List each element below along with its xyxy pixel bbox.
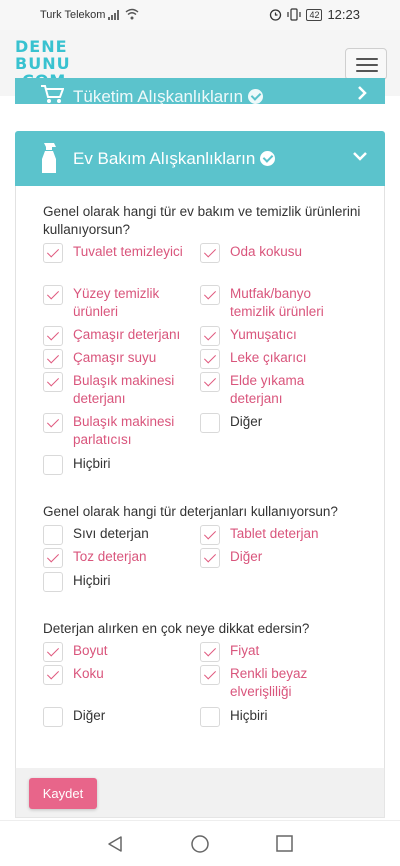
option-label: Tablet deterjan — [230, 526, 319, 541]
option-label: Bulaşık makinesi deterjanı — [73, 373, 175, 406]
checkbox[interactable] — [200, 372, 220, 392]
option-label: Elde yıkama deterjanı — [230, 373, 305, 406]
checkbox[interactable] — [200, 548, 220, 568]
status-bar — [0, 0, 400, 30]
option-label: Koku — [73, 666, 104, 681]
option-diger-1[interactable] — [200, 413, 355, 433]
option-yumusatici[interactable] — [200, 326, 355, 346]
option-tablet-deterjan[interactable] — [200, 525, 355, 545]
option-label: Diğer — [73, 708, 106, 723]
option-label: Sıvı deterjan — [73, 526, 149, 541]
section-title: Ev Bakım Alışkanlıkların — [73, 149, 256, 168]
option-yuzey-temizlik[interactable] — [43, 285, 198, 321]
wifi-icon — [125, 8, 139, 20]
checkbox[interactable] — [200, 285, 220, 305]
option-label: Boyut — [73, 643, 108, 658]
option-hicbiri-3[interactable] — [200, 707, 355, 727]
option-camasir-suyu[interactable] — [43, 349, 198, 369]
menu-bar-icon — [356, 70, 378, 72]
section-title: Tüketim Alışkanlıkların — [73, 87, 244, 104]
checkbox[interactable] — [43, 413, 63, 433]
checkbox[interactable] — [43, 326, 63, 346]
option-label: Çamaşır deterjanı — [73, 327, 181, 342]
option-label: Oda kokusu — [230, 244, 303, 259]
recents-icon[interactable] — [276, 835, 293, 852]
option-label: Diğer — [230, 549, 263, 564]
checkbox[interactable] — [200, 349, 220, 369]
checkbox[interactable] — [43, 525, 63, 545]
completed-check-icon — [248, 89, 263, 104]
checkbox[interactable] — [200, 665, 220, 685]
option-boyut[interactable] — [43, 642, 198, 662]
checkbox[interactable] — [43, 243, 63, 263]
signal-icon — [108, 9, 122, 20]
vibrate-icon — [287, 8, 301, 21]
hamburger-menu-button[interactable] — [345, 48, 387, 80]
logo-line-1: DENE — [15, 37, 68, 56]
option-label: Renkli beyaz elverişliliği — [230, 666, 308, 699]
option-leke-cikarici[interactable] — [200, 349, 355, 369]
carrier-name: Turk Telekom — [40, 9, 106, 21]
section-home-care-habits[interactable] — [15, 131, 385, 186]
spray-bottle-icon — [39, 141, 59, 175]
question-3-text: Deterjan alırken en çok neye dikkat edersin? — [43, 621, 310, 636]
chevron-right-icon — [357, 86, 367, 100]
option-label: Hiçbiri — [73, 456, 111, 471]
option-bulasik-parlatici[interactable] — [43, 413, 198, 449]
option-label: Çamaşır suyu — [73, 350, 157, 365]
option-mutfak-banyo[interactable] — [200, 285, 355, 321]
section-consumption-habits[interactable] — [15, 78, 385, 104]
option-label: Leke çıkarıcı — [230, 350, 307, 365]
checkbox[interactable] — [43, 349, 63, 369]
home-icon[interactable] — [191, 835, 209, 853]
back-icon[interactable] — [106, 835, 124, 853]
question-1-text: Genel olarak hangi tür ev bakım ve temizlik ürünlerini kullanıyorsun? — [43, 204, 361, 237]
option-diger-2[interactable] — [200, 548, 355, 568]
alarm-icon — [269, 8, 282, 21]
checkbox[interactable] — [200, 525, 220, 545]
logo-line-2: BUNU — [15, 54, 71, 73]
option-label: Hiçbiri — [230, 708, 268, 723]
option-label: Diğer — [230, 414, 263, 429]
option-label: Mutfak/banyo temizlik ürünleri — [230, 286, 324, 319]
menu-bar-icon — [356, 58, 378, 60]
option-elde-yikama[interactable] — [200, 372, 355, 408]
option-bulasik-makinesi-deterjani[interactable] — [43, 372, 198, 408]
option-diger-3[interactable] — [43, 707, 198, 727]
checkbox[interactable] — [43, 642, 63, 662]
option-label: Bulaşık makinesi parlatıcısı — [73, 414, 175, 447]
option-tuvalet-temizleyici[interactable] — [43, 243, 198, 263]
chevron-down-icon — [353, 151, 367, 161]
menu-bar-icon — [356, 64, 378, 66]
checkbox[interactable] — [200, 326, 220, 346]
checkbox[interactable] — [43, 285, 63, 305]
option-fiyat[interactable] — [200, 642, 355, 662]
checkbox[interactable] — [43, 372, 63, 392]
cart-icon — [40, 84, 64, 104]
battery-level: 42 — [306, 9, 322, 21]
option-label: Toz deterjan — [73, 549, 147, 564]
checkbox[interactable] — [43, 707, 63, 727]
checkbox[interactable] — [43, 455, 63, 475]
checkbox[interactable] — [43, 548, 63, 568]
option-oda-kokusu[interactable] — [200, 243, 355, 263]
option-label: Yumuşatıcı — [230, 327, 297, 342]
option-label: Tuvalet temizleyici — [73, 244, 183, 259]
option-renkli-beyaz[interactable] — [200, 665, 355, 701]
checkbox[interactable] — [43, 572, 63, 592]
option-toz-deterjan[interactable] — [43, 548, 198, 568]
system-nav-bar — [0, 820, 400, 866]
checkbox[interactable] — [43, 665, 63, 685]
checkbox[interactable] — [200, 413, 220, 433]
option-camasir-deterjani[interactable] — [43, 326, 198, 346]
option-label: Fiyat — [230, 643, 260, 658]
option-hicbiri-1[interactable] — [43, 455, 198, 475]
checkbox[interactable] — [200, 243, 220, 263]
option-label: Hiçbiri — [73, 573, 111, 588]
option-koku[interactable] — [43, 665, 198, 685]
question-2-text: Genel olarak hangi tür deterjanları kullanıyorsun? — [43, 504, 338, 519]
option-sivi-deterjan[interactable] — [43, 525, 198, 545]
clock: 12:23 — [327, 7, 360, 22]
checkbox[interactable] — [200, 707, 220, 727]
save-button[interactable]: Kaydet — [29, 778, 97, 809]
completed-check-icon — [260, 151, 275, 166]
checkbox[interactable] — [200, 642, 220, 662]
option-hicbiri-2[interactable] — [43, 572, 198, 592]
option-label: Yüzey temizlik ürünleri — [73, 286, 160, 319]
